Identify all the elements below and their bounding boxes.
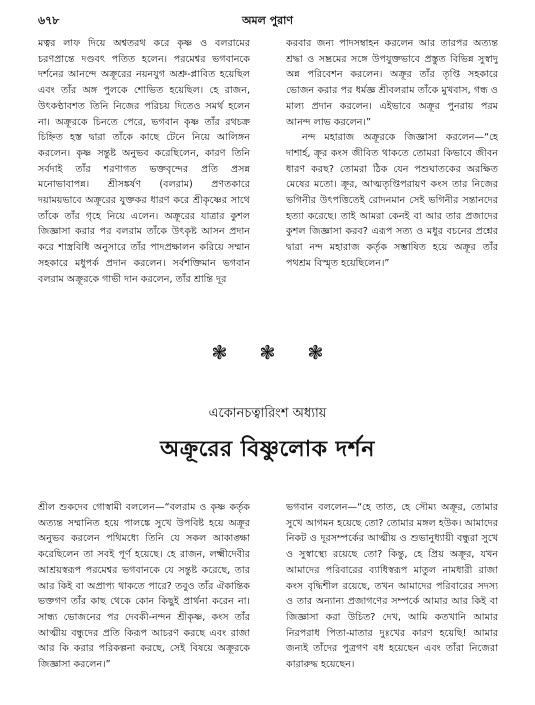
- paragraph: নন্দ মহারাজ অক্রূরকে জিজ্ঞাসা করলেন—“হে দাশার্হ, ক্রূর কংস জীবিত থাকতে তোমরা কিভাবে জীবন ধারণ করছ? তোমরা ঠিক যেন পশুঘাতকের অরক্ষিত মেষের মতো। ক্রূর, আত্মতৃপ্তিপরায়ণ কংস তার নিজের ভগিনীর উৎপত্তিতেই রোদনমান সেই ভগিনীর সন্তানদের হত্যা করেছে। তাই আমরা কেনই বা আর তার প্রজাদের কুশল জিজ্ঞাসা করব? এরূপ সত্য ও মধুর বচনের প্রশ্নের দ্বারা নন্দ মহারাজ কর্তৃক সম্ভাষিত হয়ে অক্রূর তাঁর পথশ্রম বিস্মৃত হয়েছিলেন।”: [286, 132, 498, 269]
- column-bottom-right: [286, 500, 498, 690]
- chapter-title: অক্রূরের বিষ্ণুলোক দর্শন: [160, 437, 375, 462]
- chapter-number: একোনচত্বারিংশ অধ্যায়: [208, 406, 327, 421]
- section-divider: [0, 344, 535, 362]
- paragraph: করবার জন্য পাদসম্বাহন করলেন আর তারপর অত্যন্ত শ্রদ্ধা ও সম্ভ্রমের সঙ্গে উপযুক্তভাবে প্রস্তুত বিভিন্ন সুস্বাদু অন্ন পরিবেশন করলেন। অক্রূর তাঁর তৃপ্তি সহকারে ভোজন করার পর ধর্মজ্ঞ শ্রীবলরাম তাঁকে মুখবাস, গন্ধ ও মাল্য প্রদান করলেন। এইভাবে অক্রূর পুনরায় পরম আনন্দ লাভ করলেন।”: [286, 38, 498, 128]
- column-top-right: [286, 36, 498, 316]
- column-bottom-left: [38, 500, 250, 690]
- flower-ornament-icon: ❃: [211, 342, 228, 364]
- paragraph: শ্রীল শুকদেব গোস্বামী বললেন—“বলরাম ও কৃষ্ণ কর্তৃক অত্যন্ত সম্মানিত হয়ে পালঙ্কে সুখে উপবিষ্ট হয়ে অক্রূর অনুভব করলেন পথিমধ্যে তিনি যে সকল আকাঙ্ক্ষা করেছিলেন তা সবই পূর্ণ হয়েছে। হে রাজন, লক্ষ্মীদেবীর আশ্রয়স্বরূপ পরমেশ্বর ভগবানকে যে সন্তুষ্ট করেছে, তার আর কিই বা অপ্রাপ্য থাকতে পারে? তবুও তাঁর ঐকান্তিক ভক্তগণ তাঁর কাছ থেকে কোন কিছুই প্রার্থনা করেন না। সান্ধ্য ভোজনের পর দেবকী-নন্দন শ্রীকৃষ্ণ, কংস তাঁর আত্মীয় বন্ধুদের প্রতি কিরূপ আচরণ করছে এবং রাজা আর কি করার পরিকল্পনা করছে, সেই বিষয়ে অক্রূরকে জিজ্ঞাসা করলেন।”: [38, 502, 250, 671]
- column-top-left: [38, 36, 250, 316]
- flower-ornament-icon: ❃: [259, 342, 276, 364]
- page-number: ৬৭৮: [38, 14, 60, 27]
- paragraph: ভগবান বললেন—“হে তাত, হে সৌম্য অক্রূর, তোমার সুখে আগমন হয়েছে তো? তোমার মঙ্গল হউক। আমাদের নিকট ও দূরসম্পর্কের আত্মীয় ও শুভানুধ্যায়ী বন্ধুরা সুখে ও সুস্বাস্থ্যে রয়েছে তো? কিন্তু, হে প্রিয় অক্রূর, যখন আমাদের পরিবারের ব্যাধিস্বরূপ মাতুল নামধারী রাজা কংস বৃদ্ধিশীল রয়েছে, তখন আমাদের পরিবারের সদস্য ও তার অন্যান্য প্রজাগণের সম্পর্কে আমার আর কিই বা জিজ্ঞাসা করা উচিত? দেখ, আমি কতখানি আমার নিরপরাধ পিতা-মাতার দুঃখের কারণ হয়েছি! আমার জন্যই তাঁদের পুত্রগণ বধ হয়েছেন এবং তাঁরা নিজেরা কারারুদ্ধ হয়েছেন।: [286, 502, 498, 671]
- paragraph: মত্বর লাফ দিয়ে অশ্বতরথ করে কৃষ্ণ ও বলরামের চরণপ্রান্তে দণ্ডবৎ পতিত হলেন। পরমেশ্বর ভগবানকে দর্শনের আনন্দে অক্রূরের নয়নযুগ অশ্রু-প্লাবিত হয়েছিল এবং তাঁর অঙ্গ পুলকে শোভিত হয়েছিল। হে রাজন, উৎকণ্ঠাবশত তিনি নিজের পরিচয় দিতেও সমর্থ হলেন না। অক্রূরকে চিনতে পেরে, ভগবান কৃষ্ণ তাঁর রথচক্র চিহ্নিত হস্ত দ্বারা তাঁকে কাছে টেনে নিয়ে আলিঙ্গন করলেন। কৃষ্ণ সন্তুষ্ট অনুভব করেছিলেন, কারণ তিনি সর্বদাই তাঁর শরণাগত ভক্তবৃন্দের প্রতি প্রসন্ন মনোভাবাপন্ন। শ্রীসঙ্কর্ষণ (বলরাম) প্রণতকারে দয়াময়ভাবে অক্রূরের যুক্তকর ধারণ করে শ্রীকৃষ্ণের সাথে তাঁকে তাঁর গৃহে নিয়ে এলেন। অক্রূরের যাত্রার কুশল জিজ্ঞাসা করার পর বলরাম তাঁকে উৎকৃষ্ট আসন প্রদান করে শাস্ত্রবিধি অনুসারে তাঁর পাদপ্রক্ষালন করিয়ে সম্মান সহকারে মধুপর্ক প্রদান করলেন। সর্বশক্তিমান ভগবান বলরাম অক্রূরকে গাভী দান করলেন, তাঁর শ্রান্তি দূর: [38, 38, 250, 285]
- running-head-title: অমল পুরাণ: [241, 14, 294, 27]
- flower-ornament-icon: ❃: [307, 342, 324, 364]
